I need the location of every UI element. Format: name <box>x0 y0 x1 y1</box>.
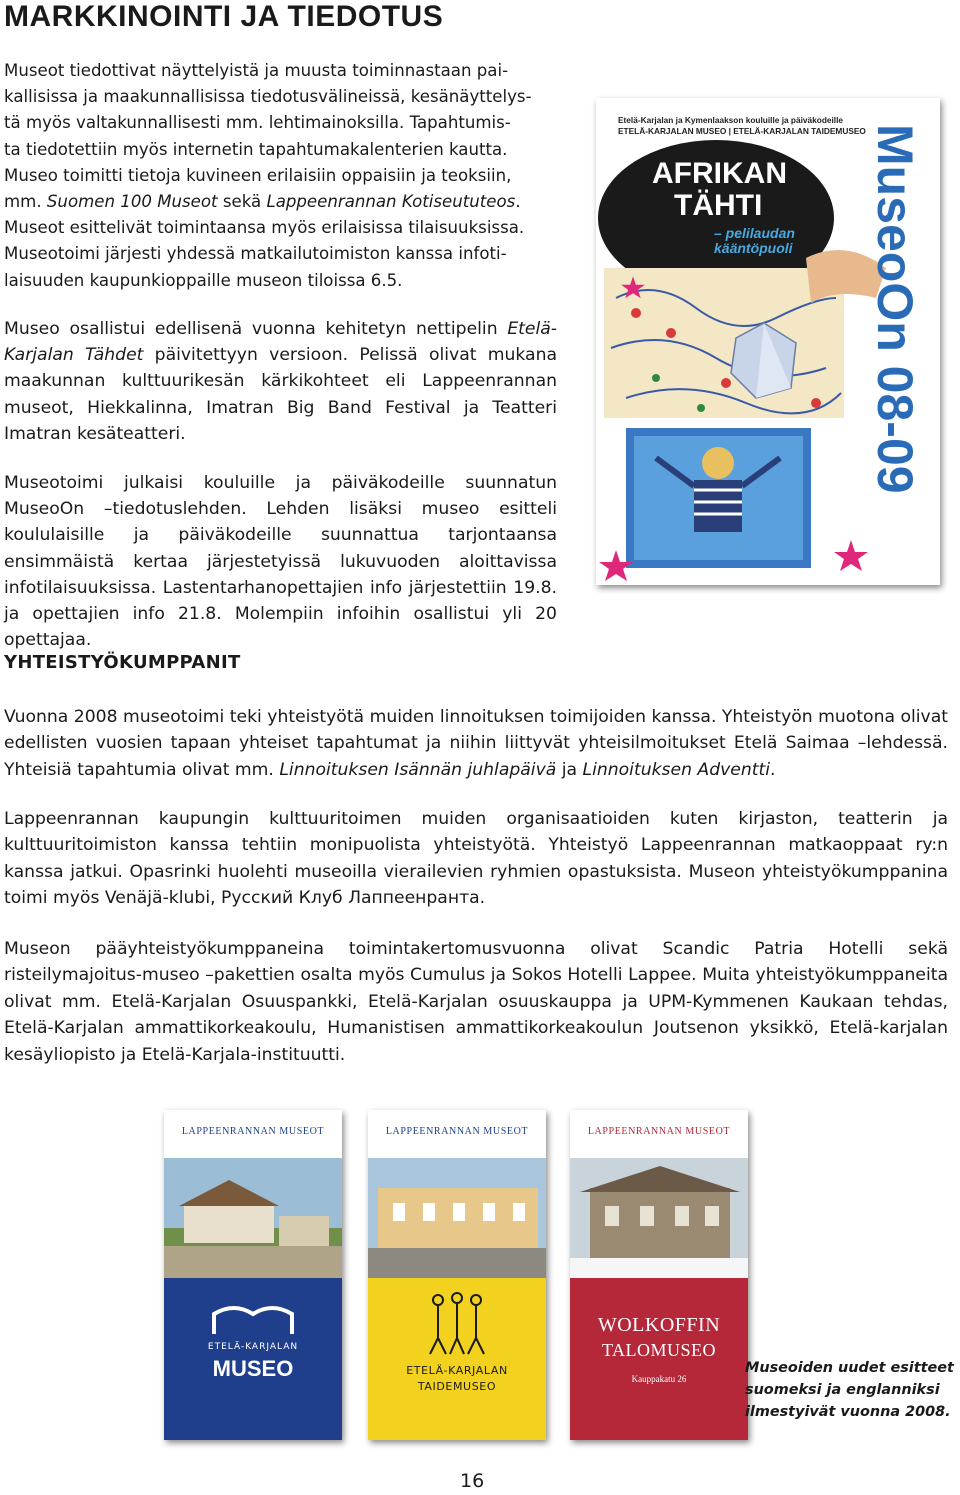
poster-vertical-title-text: MuseoOn 08-09 <box>867 124 923 494</box>
intro-line: Museot tiedottivat näyttelyistä ja muusta toiminnastaan pai- <box>4 61 509 80</box>
text-run: . <box>770 759 776 780</box>
brochure-name: TAIDEMUSEO <box>417 1380 497 1393</box>
brochure-cover-band <box>368 1278 546 1440</box>
brochure-name: WOLKOFFIN <box>597 1314 721 1336</box>
partners-heading: YHTEISTYÖKUMPPANIT <box>4 652 241 673</box>
publication-title: Suomen 100 Museot <box>46 192 218 212</box>
text-run: päivitettyyn versioon. Pelissä olivat mukana maakunnan kulttuurikesän kärkikohteet eli Lappeenrannan museot, Hiekkalinna, Imatran Big Band Festival ja Teatteri Imatran kesäteatteri. <box>4 345 557 444</box>
brochures-caption: Museoiden uudet esitteet suomeksi ja englanniksi ilmestyivät vuonna 2008. <box>745 1360 954 1420</box>
brochure-photo <box>570 1158 748 1278</box>
sculpture-logo-icon <box>368 1288 546 1358</box>
page-number: 16 <box>460 1470 485 1492</box>
intro-line: Museot esittelivät toimintaansa myös erilaisissa tilaisuuksissa. <box>4 218 525 238</box>
intro-line <box>4 189 557 215</box>
brochure-wolkoffin-talomuseo <box>570 1110 748 1440</box>
museoon-poster <box>596 98 940 585</box>
game-title: Etelä-Karjalan Tähdet <box>4 319 557 366</box>
partners-paragraph-2: Lappeenrannan kaupungin kulttuuritoimen muiden organisaatioiden kuten kirjaston, teatterin ja kulttuuritoimiston kanssa tehtiin monipuolista yhteistyötä. Yhteistyö Lappeenrannan matkaoppaat ry:n kanssa jatkui. Opasrinki huolehti museoilla vierailevien ryhmien opastuksista. Museon yhteistyökumppanina toimi myös Venäjä-klubi, Русский Клуб Лаппеенранта. <box>4 809 948 909</box>
brochure-address: Kauppakatu 26 <box>631 1374 687 1384</box>
intro-line: ta tiedotettiin myös internetin tapahtumakalenterien kautta. <box>4 139 508 159</box>
brochure-cover-band <box>570 1278 748 1440</box>
poster-subtitle: – pelilaudan <box>714 225 795 241</box>
intro-line: laisuuden kaupunkioppaille museon tiloissa 6.5. <box>4 270 403 290</box>
page-heading: MARKKINOINTI JA TIEDOTUS <box>4 0 444 33</box>
brochure-name: ETELÄ-KARJALAN <box>406 1364 508 1377</box>
intro-line: Museo toimitti tietoja kuvineen erilaisiin oppaisiin ja teoksiin, <box>4 165 512 185</box>
poster-title: TÄHTI <box>674 189 763 222</box>
publication-title: Lappeenrannan Kotiseututeos <box>266 192 516 212</box>
event-name: Linnoituksen Adventti <box>582 759 770 780</box>
partners-paragraph-3: Museon pääyhteistyökumppaneina toimintakertomusvuonna olivat Scandic Patria Hotelli sekä risteilymajoitus-museo –pakettien osalta myös Cumulus ja Sokos Hotelli Lappee. Muita yhteistyökumppaneita olivat mm. Etelä-Karjalan Osuuspankki, Etelä-Karjalan osuuskauppa ja UPM-Kymmenen Kaukaan tehdas, Etelä-Karjalan ammattikorkeakoulu, Humanistisen ammattikorkeakoulun Joutsenon yksikkö, Etelä-karjalan kesäyliopisto ja Etelä-Karjala-instituutti. <box>4 939 948 1065</box>
brochure-series: LAPPEENRANNAN MUSEOT <box>385 1126 529 1137</box>
brochure-series: LAPPEENRANNAN MUSEOT <box>181 1126 325 1137</box>
poster-title: AFRIKAN <box>652 157 787 190</box>
museoon-paragraph: Museotoimi julkaisi kouluille ja päiväkodeille suunnatun MuseoOn –tiedotuslehden. Lehden lisäksi museo esitteli koululaisille ja päiväkodeille suunnattua tarjontaansa ensimmäistä kertaa järjestetyissä lukuvuoden aloittavissa infotilaisuuksissa. Lastentarhanopettajien info järjestettiin 19.8. ja opettajien info 21.8. Molempiin infoihin osallistui yli 20 opettajaa. <box>4 473 557 651</box>
poster-line: ETELÄ-KARJALAN MUSEO | ETELÄ-KARJALAN TAIDEMUSEO <box>618 126 866 136</box>
text-run: Museo osallistui edellisenä vuonna kehitetyn nettipelin <box>4 319 508 339</box>
poster-line: Etelä-Karjalan ja Kymenlaakson kouluille ja päiväkodeille <box>618 115 844 125</box>
poster-subtitle: kääntöpuoli <box>714 240 793 256</box>
intro-line: tä myös valtakunnallisesti mm. lehtimainoksilla. Tapahtumis- <box>4 113 511 133</box>
text-run: Vuonna 2008 museotoimi teki yhteistyötä muiden linnoituksen toimijoiden kanssa. Yhteistyön muotona olivat edellisten vuosien tapaan yhteiset tapahtumat ja niihin liittyvät yhteisilmoitukset Etelä Saimaa –lehdessä. Yhteisiä tapahtumia olivat mm. <box>4 707 948 780</box>
brochure-photo <box>368 1158 546 1278</box>
poster-vertical-title <box>864 124 924 564</box>
intro-paragraph <box>4 58 557 294</box>
intro-line: Museotoimi järjesti yhdessä matkailutoimiston kanssa infoti- <box>4 244 507 264</box>
text-run: . <box>515 192 521 212</box>
brochure-name: ETELÄ-KARJALAN <box>207 1342 299 1352</box>
brochure-name: TALOMUSEO <box>601 1340 717 1360</box>
brochure-etela-karjalan-taidemuseo <box>368 1110 546 1440</box>
brochure-name: MUSEO <box>212 1356 294 1381</box>
museum-logo-icon <box>164 1300 342 1340</box>
intro-line: kallisissa ja maakunnallisissa tiedotusvälineissä, kesänäyttelys- <box>4 87 532 107</box>
text-run: sekä <box>217 192 267 212</box>
game-paragraph <box>4 316 557 447</box>
text-run: mm. <box>4 192 47 212</box>
brochure-etela-karjalan-museo <box>164 1110 342 1440</box>
brochure-cover-band <box>164 1278 342 1440</box>
event-name: Linnoituksen Isännän juhlapäivä <box>279 759 557 780</box>
text-run: ja <box>556 759 583 780</box>
partners-paragraph-1 <box>4 704 948 783</box>
brochure-series: LAPPEENRANNAN MUSEOT <box>587 1126 731 1137</box>
brochure-photo <box>164 1158 342 1278</box>
